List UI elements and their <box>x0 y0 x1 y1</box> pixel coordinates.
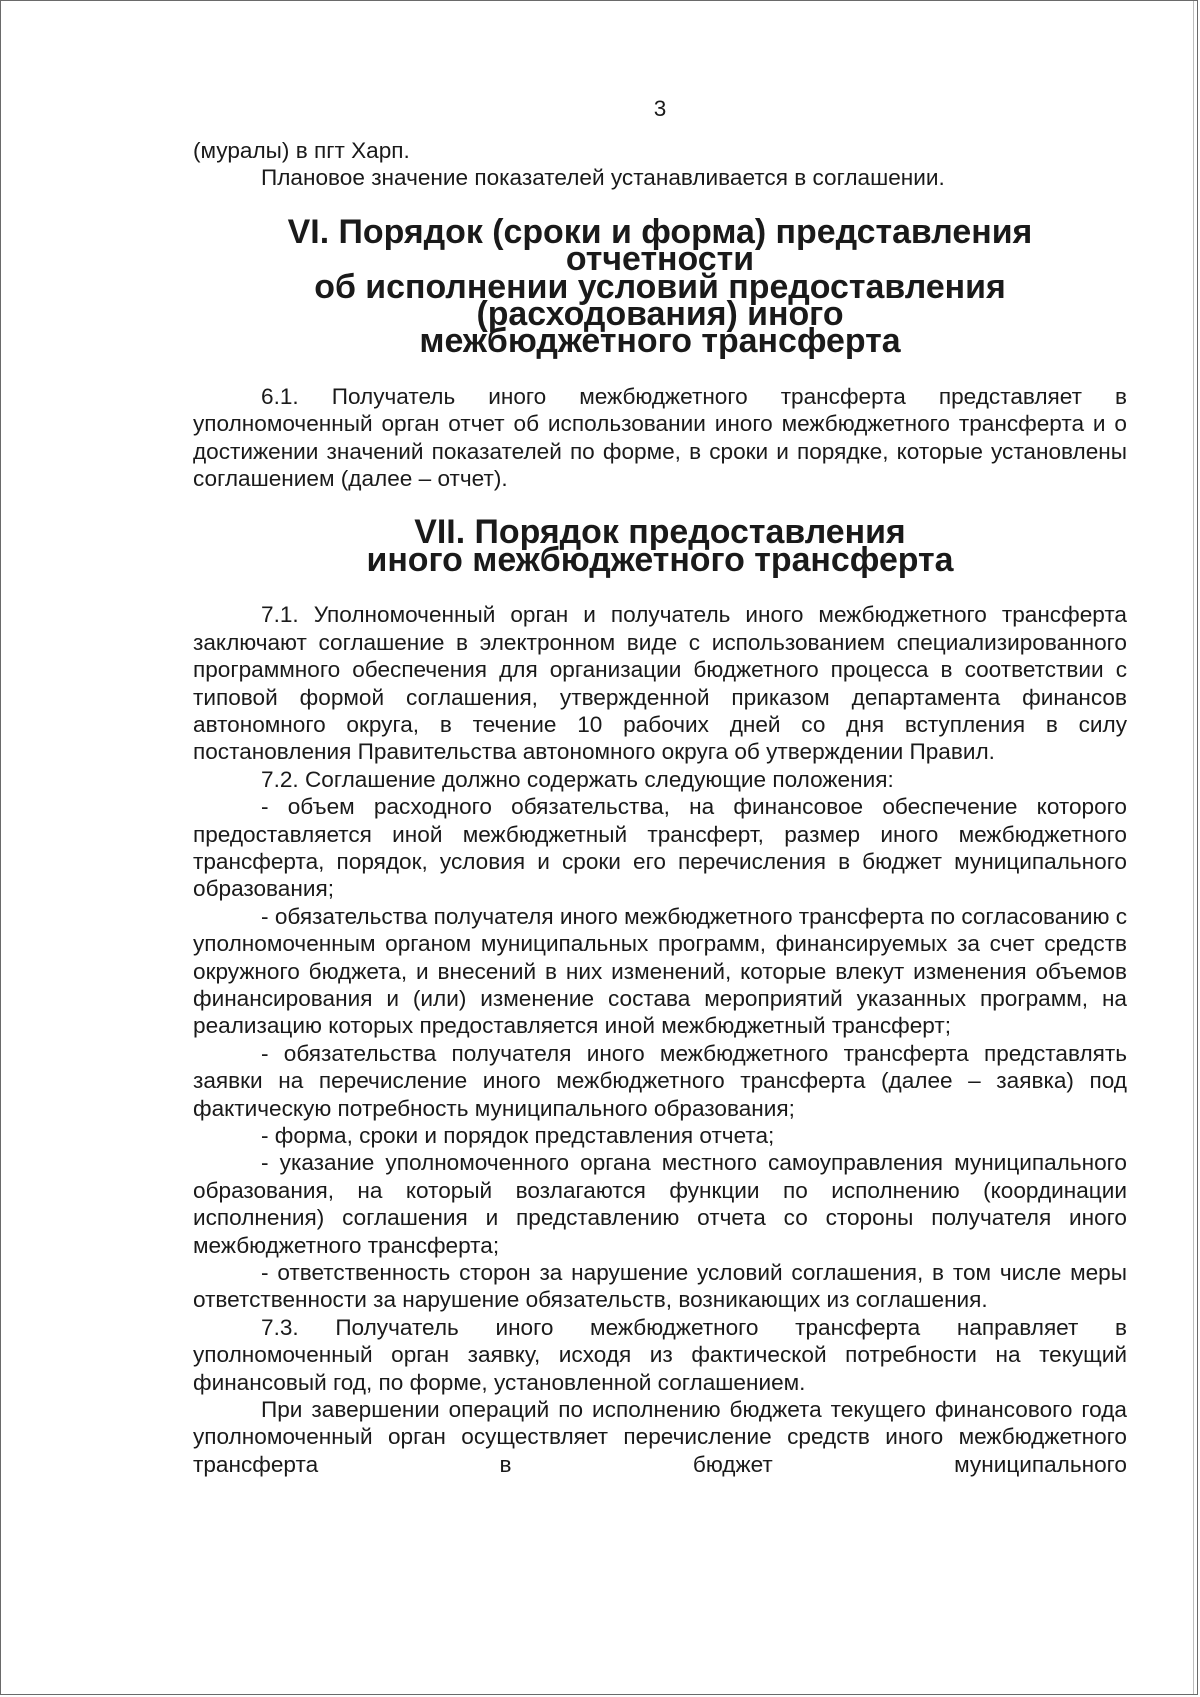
page-edge <box>1193 1 1194 1694</box>
intro-line-1: (муралы) в пгт Харп. <box>193 138 410 163</box>
intro-line-2: Плановое значение показателей устанавливается в соглашении. <box>261 165 945 191</box>
page-number: 3 <box>653 96 667 121</box>
list-item-volume: - объем расходного обязательства, на финансовое обеспечение которого предоставляется иной межбюджетный трансферт, размер иного межбюджетного трансферта, порядок, условия и сроки его перечисления в бюджет муниципального образования; <box>193 794 1127 902</box>
list-item-report-form: - форма, сроки и порядок представления отчета; <box>261 1123 775 1148</box>
paragraph-6-1: 6.1. Получатель иного межбюджетного трансферта представляет в уполномоченный орган отчет об использовании иного межбюджетного трансферта и о достижении значений показателей по форме, в сроки и порядке, которые установлены соглашением (далее – отчет). <box>193 383 1127 492</box>
section-7-heading-line: VII. Порядок предоставления <box>414 513 906 552</box>
paragraph-7-1: 7.1. Уполномоченный орган и получатель иного межбюджетного трансферта заключают соглашение в электронном виде с использованием специализированного программного обеспечения для организации бюджетного процесса в соответствии с типовой формой соглашения, утвержденной приказом департамента финансов автономного округа, в течение 10 рабочих дней со дня вступления в силу постановления Правительства автономного округа об утверждении Правил. <box>193 602 1127 765</box>
section-7-heading-line: иного межбюджетного трансферта <box>366 540 954 579</box>
page-content <box>193 97 1127 1478</box>
section-6-heading <box>193 212 1127 361</box>
paragraph-7-2: 7.2. Соглашение должно содержать следующие положения: <box>261 766 894 792</box>
section-6-heading-line: межбюджетного трансферта <box>419 322 901 361</box>
list-item-obligations-programs: - обязательства получателя иного межбюджетного трансферта по согласованию с уполномоченным органом муниципальных программ, финансируемых за счет средств окружного бюджета, и внесений в них изменений, которые влекут изменения объемов финансирования и (или) изменение состава мероприятий указанных программ, на реализацию которых предоставляется иной межбюджетный трансферт; <box>193 903 1127 1039</box>
paragraph-year-end-transfer: При завершении операций по исполнению бюджета текущего финансового года уполномоченный орган осуществляет перечисление средств иного межбюджетного трансферта в бюджет муниципального <box>193 1397 1127 1477</box>
list-item-responsibility: - ответственность сторон за нарушение условий соглашения, в том числе меры ответственности за нарушение обязательств, возникающих из соглашения. <box>193 1260 1127 1313</box>
list-item-obligations-requests: - обязательства получателя иного межбюджетного трансферта представлять заявки на перечисление иного межбюджетного трансферта (далее – заявка) под фактическую потребность муниципального образования; <box>193 1040 1127 1121</box>
section-7-heading <box>193 513 1127 579</box>
section-6-heading-line: об исполнении условий предоставления (расходования) иного <box>314 267 1006 334</box>
paragraph-7-3: 7.3. Получатель иного межбюджетного трансферта направляет в уполномоченный орган заявку, исходя из фактической потребности на текущий финансовый год, по форме, установленной соглашением. <box>193 1314 1127 1395</box>
section-6-heading-line: VI. Порядок (сроки и форма) представления отчетности <box>287 212 1033 279</box>
list-item-authorized-body: - указание уполномоченного органа местного самоуправления муниципального образования, на который возлагаются функции по исполнению (координации исполнения) соглашения и представлению отчета со стороны получателя иного межбюджетного трансферта; <box>193 1150 1127 1258</box>
